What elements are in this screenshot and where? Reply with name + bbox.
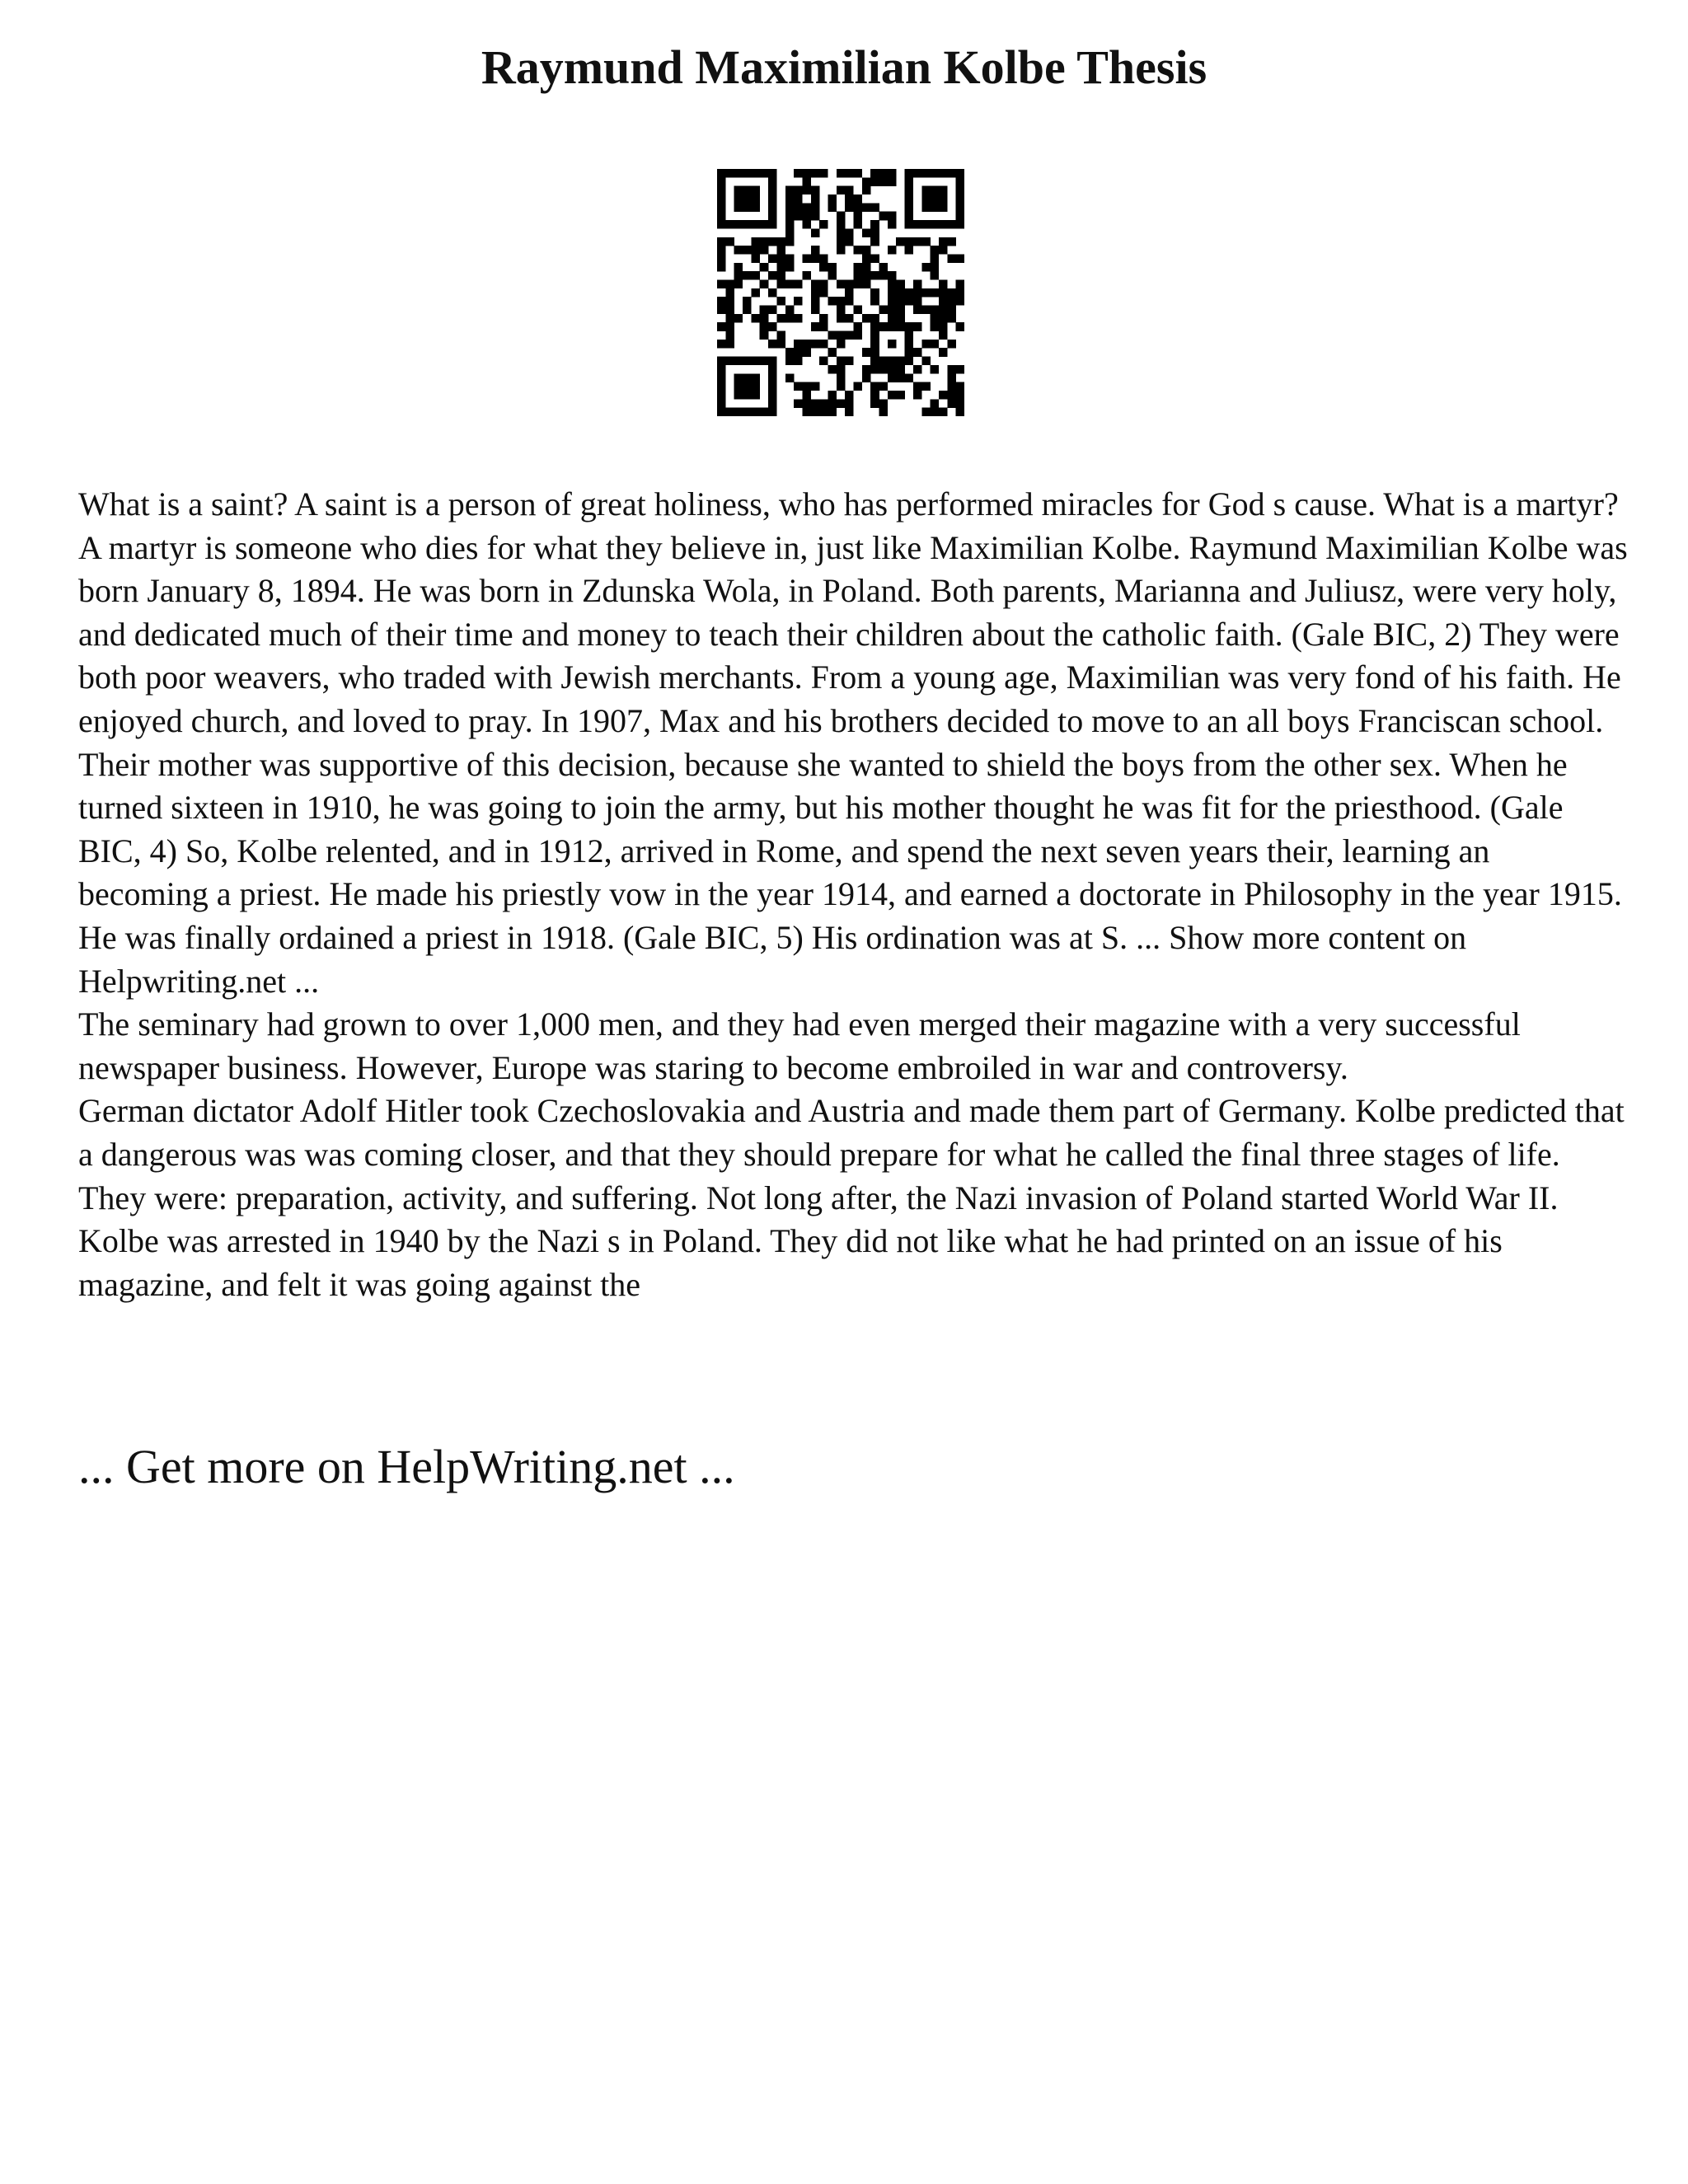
- qr-code-icon: [717, 169, 964, 416]
- get-more-link[interactable]: ... Get more on HelpWriting.net ...: [78, 1440, 735, 1493]
- paragraph: The seminary had grown to over 1,000 men, and they had even merged their magazine with a very successful newspaper business. However, Europe was staring to become embroiled in war and controversy.: [78, 1005, 1521, 1086]
- paragraph: German dictator Adolf Hitler took Czechoslovakia and Austria and made them part of Germany. Kolbe predicted that a dangerous was was coming closer, and that they should prepare for what he called the final three stages of life. They were: preparation, activity, and suffering. Not long after, the Nazi invasion of Poland started World War II. Kolbe was arrested in 1940 by the Nazi s in Poland. They did not like what he had printed on an issue of his magazine, and felt it was going against the: [78, 1092, 1625, 1303]
- page-title: Raymund Maximilian Kolbe Thesis: [481, 40, 1207, 94]
- paragraph: What is a saint? A saint is a person of great holiness, who has performed miracles for God s cause. What is a martyr? A martyr is someone who dies for what they believe in, just like Maximilian Kolbe. Raymund Maximilian Kolbe was born January 8, 1894. He was born in Zdunska Wola, in Poland. Both parents, Marianna and Juliusz, were very holy, and dedicated much of their time and money to teach their children about the catholic faith. (Gale BIC, 2) They were both poor weavers, who traded with Jewish merchants. From a young age, Maximilian was very fond of his faith. He enjoyed church, and loved to pray. In 1907, Max and his brothers decided to move to an all boys Franciscan school. Their mother was supportive of this decision, because she wanted to shield the boys from the other sex. When he turned sixteen in 1910, he was going to join the army, but his mother thought he was fit for the priesthood. (Gale BIC, 4) So, Kolbe relented, and in 1912, arrived in Rome, and spend the next seven years their, learning an becoming a priest. He made his priestly vow in the year 1914, and earned a doctorate in Philosophy in the year 1915. He was finally ordained a priest in 1918. (Gale BIC, 5) His ordination was at S. ... Show more content on Helpwriting.net ...: [78, 485, 1628, 1000]
- article-body: [78, 483, 1628, 1306]
